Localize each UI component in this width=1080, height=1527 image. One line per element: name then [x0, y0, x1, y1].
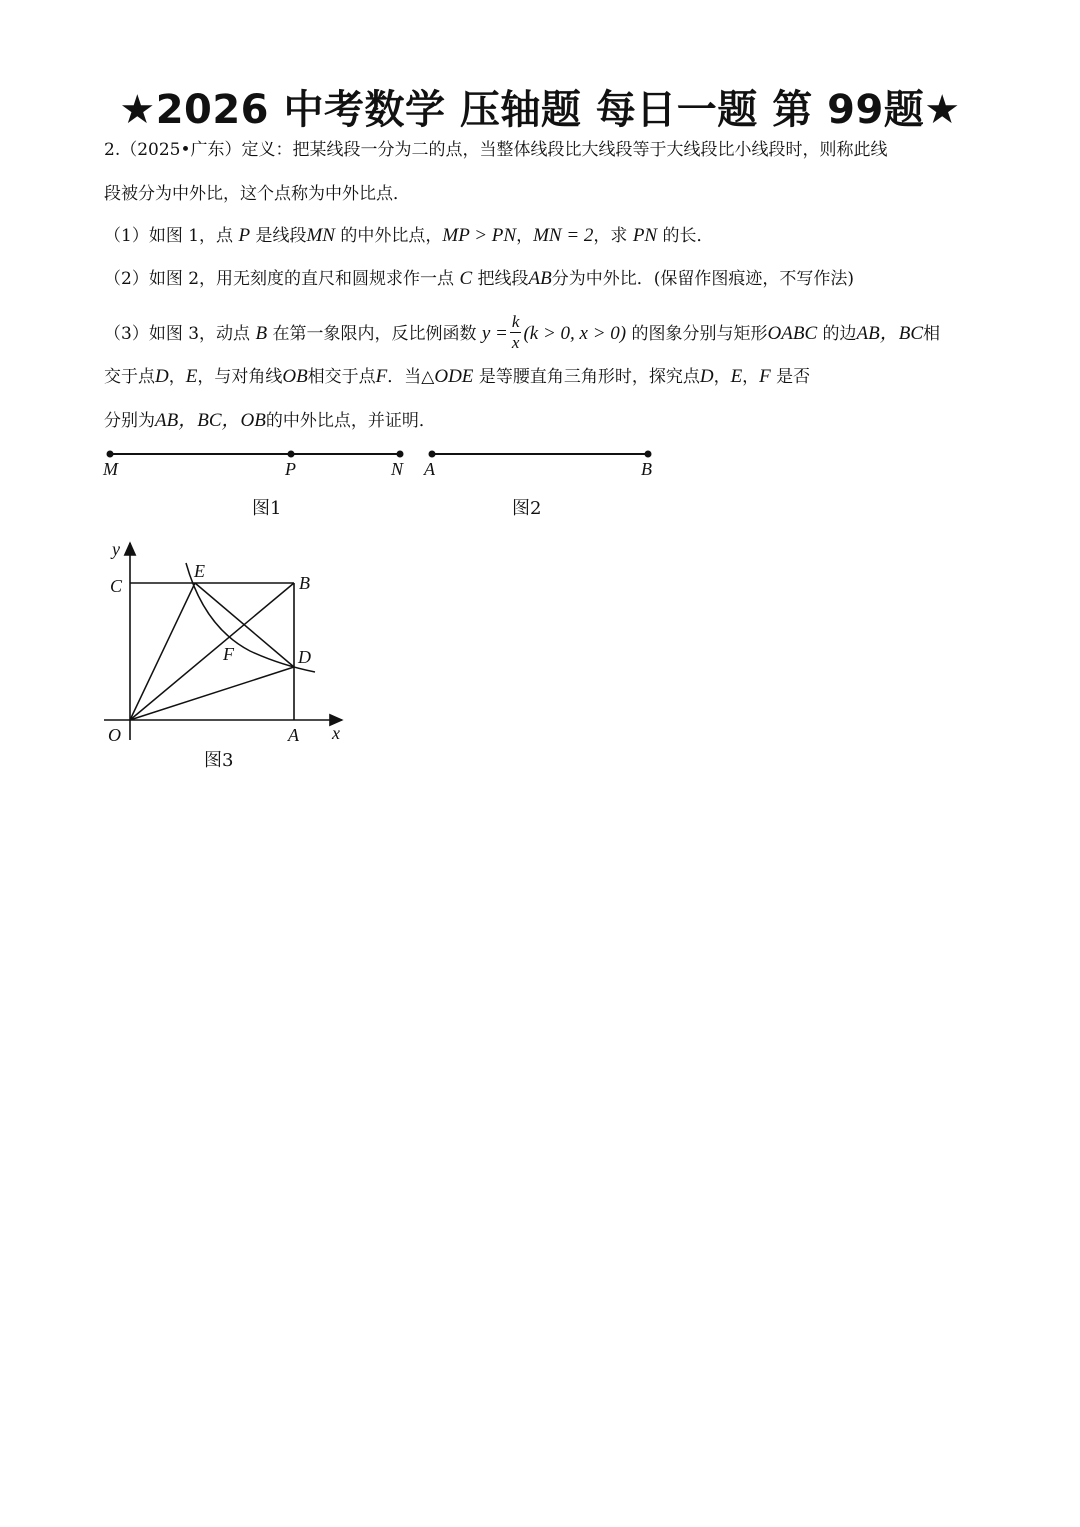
label-B: B — [299, 573, 310, 593]
q1-text-d: ， — [516, 226, 534, 246]
label-E: E — [194, 561, 205, 581]
q3-l2-c: ，与对角线 — [197, 367, 283, 387]
q3-l2-b: ， — [168, 367, 186, 387]
question-3-line2 — [104, 365, 810, 389]
label-D: D — [298, 647, 311, 667]
label-O: O — [108, 725, 121, 745]
figure-2-caption: 图2 — [512, 498, 542, 519]
q3-l2-d: 相交于点 — [307, 367, 376, 387]
q3-fraction-denominator: x — [511, 333, 520, 352]
q3-segments-list: AB，BC，OB — [155, 410, 266, 431]
label-B: B — [641, 459, 652, 479]
question-3-line1 — [104, 314, 940, 355]
question-2 — [104, 267, 854, 291]
q3-l2-f: 是等腰直角三角形时，探究点 — [473, 367, 700, 387]
q3-sides-AB-BC: AB，BC — [856, 323, 924, 344]
figure-1 — [100, 440, 420, 490]
q3-l2-a: 交于点 — [104, 367, 155, 387]
problem-intro-line1 — [104, 138, 888, 162]
q3-l3-b: 的中外比点，并证明． — [265, 411, 436, 431]
q1-condition-1: MP > PN — [442, 225, 517, 246]
q3-text-d: 的边 — [817, 324, 857, 344]
hyperbola-curve — [186, 563, 315, 672]
point-P-dot — [288, 451, 295, 458]
label-x-axis: x — [332, 723, 340, 743]
q1-text-f: 的长． — [657, 226, 714, 246]
q3-diagonal-OB: OB — [282, 366, 308, 387]
q1-text-e: ，求 — [593, 226, 633, 246]
figure-1-caption: 图1 — [252, 498, 282, 519]
intro-text-1: 2.（2025•广东）定义：把某线段一分为二的点，当整体线段比大线段等于大线段比小线段时，则称此线 — [104, 140, 888, 160]
label-M: M — [103, 459, 118, 479]
question-3-line3 — [104, 409, 436, 433]
diagonal-OB — [130, 583, 294, 720]
label-A: A — [424, 459, 435, 479]
q3-rect-OABC: OABC — [767, 323, 818, 344]
q3-triangle-ODE: ODE — [434, 366, 474, 387]
label-y-axis: y — [112, 539, 120, 559]
label-F: F — [223, 644, 234, 664]
label-N: N — [391, 459, 404, 479]
q3-l2-e: ．当△ — [387, 367, 435, 387]
q3-point-B: B — [255, 323, 268, 344]
q3-point-E-2: E — [730, 366, 743, 387]
q3-l2-i: 是否 — [770, 367, 811, 387]
q2-text-b: 把线段 — [472, 269, 529, 289]
point-B-dot — [645, 451, 652, 458]
q3-text-b: 在第一象限内，反比例函数 — [267, 324, 482, 344]
q2-text-c: 分为中外比．(保留作图痕迹，不写作法) — [551, 269, 855, 289]
label-A: A — [288, 725, 299, 745]
q3-fraction-numerator: k — [511, 312, 520, 331]
page-title: ★2026 中考数学 压轴题 每日一题 第 99题★ — [119, 87, 961, 133]
figure-3 — [100, 535, 360, 755]
q3-point-D-2: D — [699, 366, 714, 387]
q1-segment-PN: PN — [632, 225, 658, 246]
point-N-dot — [397, 451, 404, 458]
segment-OD — [130, 667, 294, 720]
q3-point-E: E — [185, 366, 198, 387]
q2-segment-AB: AB — [528, 268, 552, 289]
q1-point-P: P — [238, 225, 251, 246]
q3-l3-a: 分别为 — [104, 411, 155, 431]
q3-y-equals: y = — [481, 323, 508, 344]
q3-point-F-2: F — [759, 366, 771, 387]
q3-l2-h: ， — [742, 367, 760, 387]
q2-text-a: （2）如图 2，用无刻度的直尺和圆规求作一点 — [104, 269, 460, 289]
figure-2 — [420, 440, 670, 490]
q1-text-c: 的中外比点， — [334, 226, 443, 246]
point-A-dot — [429, 451, 436, 458]
q1-condition-2: MN = 2 — [533, 225, 594, 246]
intro-text-2: 段被分为中外比，这个点称为中外比点． — [104, 184, 410, 204]
q2-point-C: C — [459, 268, 473, 289]
q1-segment-MN: MN — [306, 225, 335, 246]
q3-l2-g: ， — [713, 367, 731, 387]
point-M-dot — [107, 451, 114, 458]
label-P: P — [285, 459, 296, 479]
q1-text-b: 是线段 — [250, 226, 307, 246]
q1-text-a: （1）如图 1，点 — [104, 226, 239, 246]
label-C: C — [110, 576, 123, 596]
q3-domain-condition: (k > 0, x > 0) — [523, 323, 627, 344]
problem-intro-line2 — [104, 182, 410, 206]
q3-text-e: 相 — [923, 324, 941, 344]
q3-fraction — [510, 312, 522, 353]
segment-OE — [130, 583, 195, 720]
question-1 — [104, 224, 714, 248]
q3-text-c: 的图象分别与矩形 — [626, 324, 768, 344]
q3-point-D: D — [155, 366, 169, 387]
q3-text-a: （3）如图 3，动点 — [104, 324, 256, 344]
figure-3-caption: 图3 — [204, 750, 234, 771]
q3-point-F: F — [375, 366, 388, 387]
